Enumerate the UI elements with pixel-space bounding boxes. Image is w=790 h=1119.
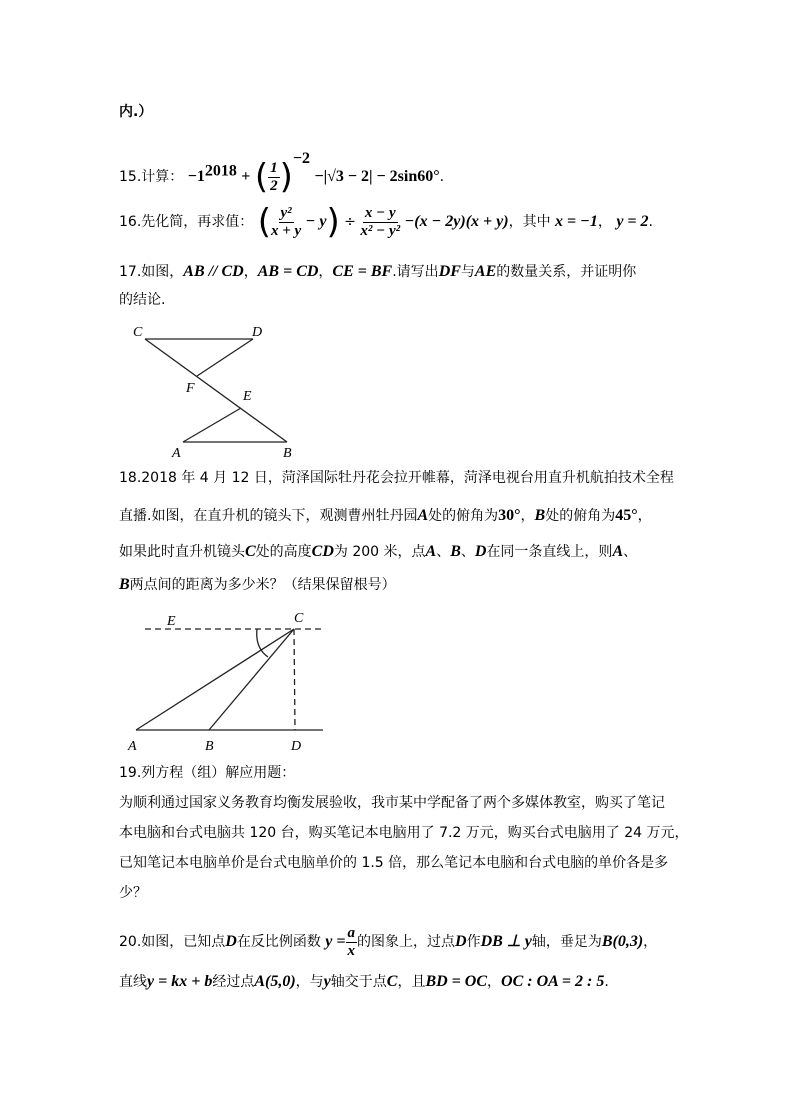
fig17-label-f: F <box>186 381 195 396</box>
q15-rest: −|√3 − 2| − 2sin60° <box>314 168 440 185</box>
q16-fraction2: $\frac{x - y}{\text{x² − y²}}$ <box>360 204 401 239</box>
fig17-label-d: D <box>252 325 263 340</box>
question-18-line2: 直播.如图，在直升机的镜头下，观测曹州牡丹园A处的俯角为30°，B处的俯角为45°， <box>119 507 652 524</box>
q15-fraction: $\frac{1}{2}$ <box>270 159 278 194</box>
question-17-line2: 的结论. <box>119 292 166 308</box>
q16-fraction1: $\frac{\text{y²}}{x + y}$ <box>270 204 302 239</box>
q16-label: 16.先化简，再求值： <box>119 214 254 230</box>
intro-text: 内.） <box>119 104 153 120</box>
q15-plus: + <box>241 168 251 185</box>
question-18-line3: 如果此时直升机镜头C处的高度CD为 200 米，点A、B、D在同一条直线上，则A、 <box>119 543 638 560</box>
question-19-line: 少？ <box>119 885 147 901</box>
q15-label: 15.计算： <box>119 169 184 185</box>
fig17-label-e: E <box>243 389 252 404</box>
question-15: 15.计算： $-1^{2018}$ + ( $\frac{1}{2}$ )$^{-2}$ −|√3 − 2| − 2sin60°. <box>119 150 445 197</box>
fig18-label-e: E <box>167 614 176 629</box>
question-17-line1: 17.如图，AB // CD，AB = CD，CE = BF.请写出DF与AE的数量关系，并证明你 <box>119 263 637 280</box>
fig18-label-b: B <box>205 739 214 754</box>
fig17-label-a: A <box>172 446 181 461</box>
fig18-label-c: C <box>294 611 304 626</box>
question-19-line: 已知笔记本电脑单价是台式电脑单价的 1.5 倍，那么笔记本电脑和台式电脑的单价各是多 <box>119 855 669 871</box>
fig18-label-a: A <box>128 739 137 754</box>
q15-exponent: 2018 <box>204 162 237 180</box>
fig17-label-c: C <box>133 325 143 340</box>
question-20-line2: 直线y = kx + b经过点A(5,0)，与y轴交于点C，且BD = OC，OC : OA = 2 : 5. <box>119 973 609 990</box>
question-20-line1: 20.如图，已知点D在反比例函数 y = $\frac{a}{x}$ 的图象上，过点D作DB ⊥ y轴，垂足为B(0,3)， <box>119 924 658 959</box>
q15-exponent2: −2 <box>292 150 311 167</box>
q20-fraction: $\frac{a}{x}$ <box>347 924 355 959</box>
question-19-title: 19.列方程（组）解应用题： <box>119 765 296 781</box>
question-19-line: 本电脑和台式电脑共 120 台，购买笔记本电脑用了 7.2 万元，购买台式电脑用了 24 万元， <box>119 825 689 841</box>
question-18-line4: B两点间的距离为多少米？（结果保留根号） <box>119 576 396 593</box>
figure-q17 <box>145 339 287 442</box>
question-19-line: 为顺利通过国家义务教育均衡发展验收，我市某中学配备了两个多媒体教室，购买了笔记 <box>119 795 665 811</box>
q15-term: −1 <box>187 168 205 185</box>
fig18-label-d: D <box>291 739 302 754</box>
question-16: 16.先化简，再求值： ( $\frac{\text{y²}}{x + y}$ − y) ÷ $\frac{x - y}{\text{x² − y²}}$ −(x − 2y)(x + y)，其中 x = −1， y = 2. <box>119 202 653 242</box>
question-18-line1: 18.2018 年 4 月 12 日，菏泽国际牡丹花会拉开帷幕，菏泽电视台用直升机航拍技术全程 <box>119 470 674 486</box>
figure-q18 <box>136 629 325 730</box>
fig17-label-b: B <box>283 446 292 461</box>
